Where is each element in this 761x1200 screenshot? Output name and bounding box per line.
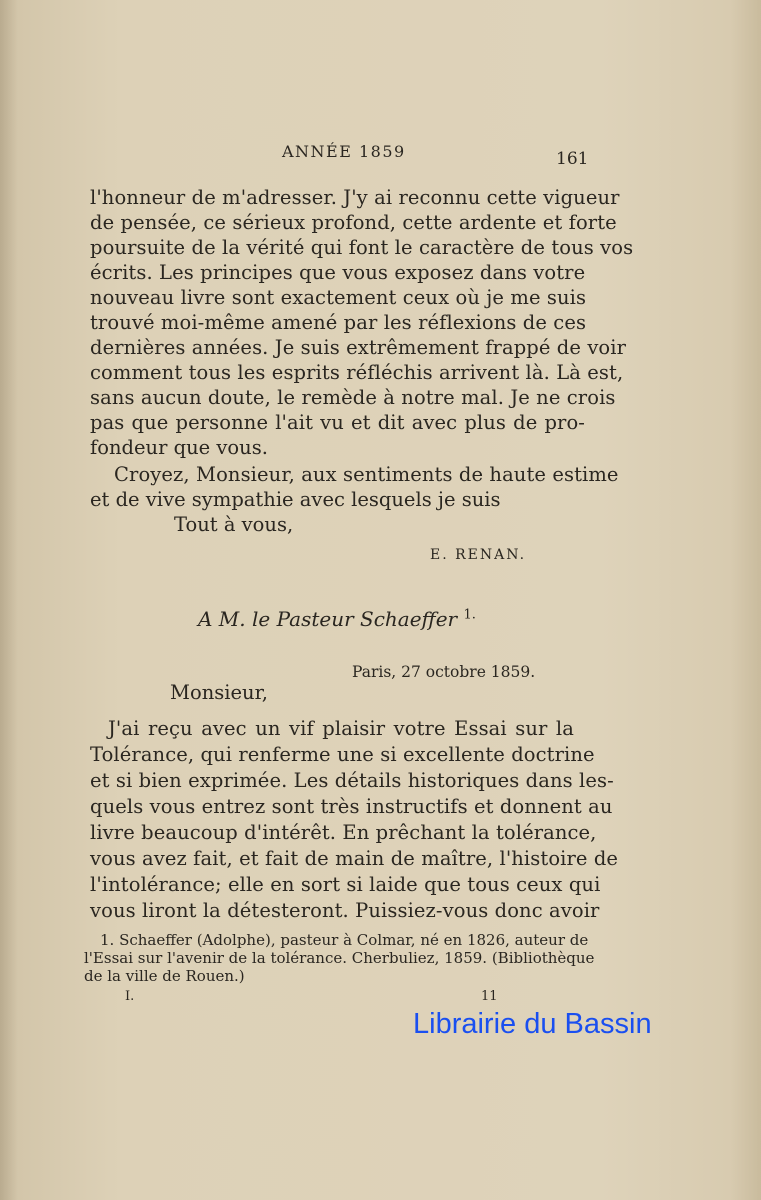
letter-heading: A M. le Pasteur Schaeffer $^{1.}$ <box>198 607 476 631</box>
footnote-ref[interactable]: 1. <box>463 607 476 623</box>
text-line: poursuite de la vérité qui font le caractère de tous vos <box>90 236 634 259</box>
watermark: Librairie du Bassin <box>413 1008 652 1040</box>
text-line: écrits. Les principes que vous exposez dans votre <box>90 261 586 284</box>
signature-mark: I. <box>125 989 135 1004</box>
text-line: Tolérance, qui renferme une si excellente doctrine <box>90 743 595 766</box>
signature: E. RENAN. <box>430 547 527 563</box>
text-line: dernières années. Je suis extrêmement frappé de voir <box>90 336 627 359</box>
running-header: ANNÉE 1859 <box>282 142 406 161</box>
text-line: sans aucun doute, le remède à notre mal. Je ne crois <box>90 386 616 409</box>
footnote-line: 1. Schaeffer (Adolphe), pasteur à Colmar, né en 1826, auteur de <box>100 931 589 949</box>
text-line: vous avez fait, et fait de main de maître, l'histoire de <box>90 847 619 870</box>
page-number: 161 <box>556 149 589 169</box>
text-line: nouveau livre sont exactement ceux où je me suis <box>90 286 587 309</box>
footnote-line: l'Essai sur l'avenir de la tolérance. Cherbuliez, 1859. (Bibliothèque <box>84 949 595 967</box>
closing-line: et de vive sympathie avec lesquels je suis <box>90 488 501 511</box>
text-line: trouvé moi-même amené par les réflexions de ces <box>90 311 587 334</box>
text-line: J'ai reçu avec un vif plaisir votre Essai sur la <box>108 717 574 740</box>
text-line: et si bien exprimée. Les détails historiques dans les- <box>90 769 614 792</box>
text-line: livre beaucoup d'intérêt. En prêchant la tolérance, <box>90 821 597 844</box>
sheet-mark: 11 <box>481 989 498 1004</box>
text-line: vous liront la détesteront. Puissiez-vous donc avoir <box>90 899 600 922</box>
text-line: comment tous les esprits réfléchis arrivent là. Là est, <box>90 361 624 384</box>
text-line: quels vous entrez sont très instructifs et donnent au <box>90 795 613 818</box>
valediction: Tout à vous, <box>174 513 294 536</box>
text-line: pas que personne l'ait vu et dit avec plus de pro- <box>90 411 585 434</box>
text-line: fondeur que vous. <box>90 436 268 459</box>
text-line: de pensée, ce sérieux profond, cette ardente et forte <box>90 211 617 234</box>
text-line: l'intolérance; elle en sort si laide que tous ceux qui <box>90 873 601 896</box>
footnote-line: de la ville de Rouen.) <box>84 967 245 985</box>
text-line: l'honneur de m'adresser. J'y ai reconnu cette vigueur <box>90 186 620 209</box>
closing-line: Croyez, Monsieur, aux sentiments de haute estime <box>114 463 619 486</box>
dateline: Paris, 27 octobre 1859. <box>352 663 536 681</box>
salutation: Monsieur, <box>170 681 268 704</box>
